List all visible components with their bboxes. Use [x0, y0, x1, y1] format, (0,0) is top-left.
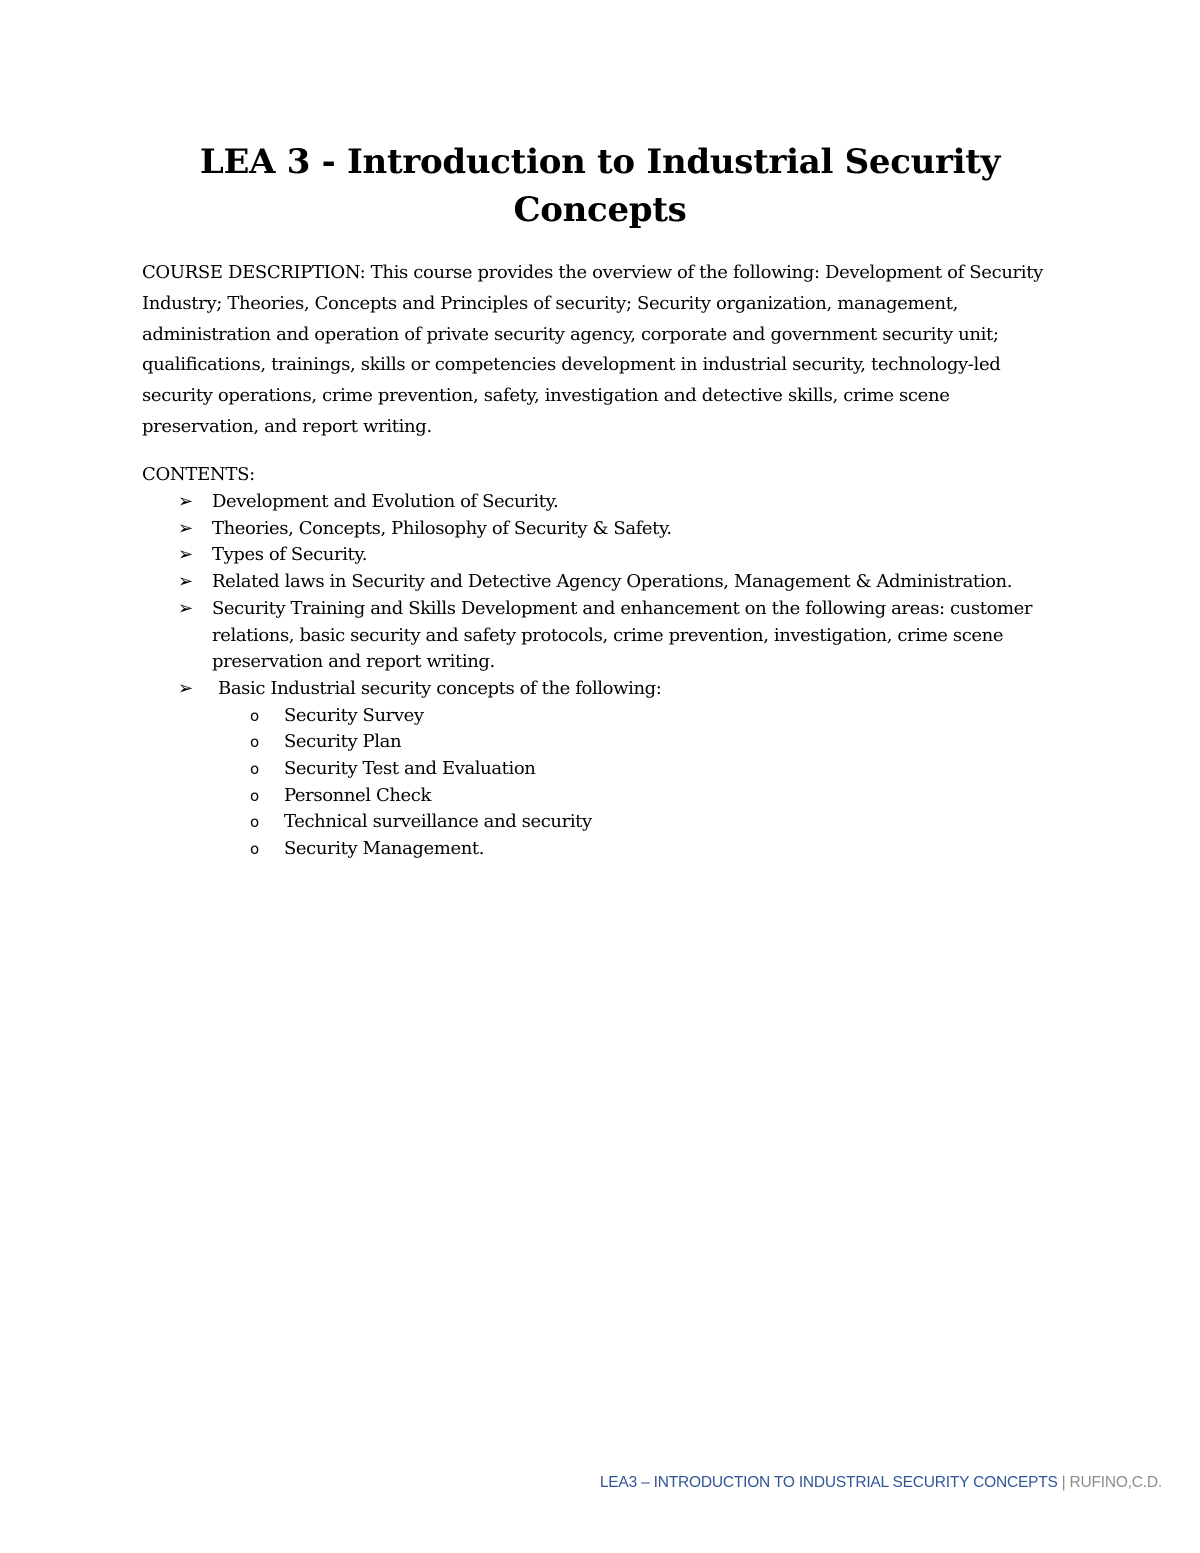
list-item — [142, 569, 1072, 596]
footer-title: LEA3 – INTRODUCTION TO INDUSTRIAL SECURITY CONCEPTS — [599, 1474, 1058, 1491]
sub-list-item-text: Technical surveillance and security — [284, 811, 592, 833]
circle-bullet-icon: o — [250, 813, 259, 832]
page-footer — [600, 1472, 1162, 1494]
circle-bullet-icon: o — [250, 706, 259, 725]
footer-separator: | — [1061, 1474, 1066, 1491]
list-item — [142, 516, 1072, 543]
sub-list — [212, 703, 1072, 863]
contents-list — [142, 489, 1072, 863]
circle-bullet-icon: o — [250, 786, 259, 805]
course-description-label: COURSE DESCRIPTION: — [142, 262, 366, 283]
list-item-text: Development and Evolution of Security. — [212, 491, 559, 512]
sub-list-item-text: Security Management. — [284, 838, 485, 860]
sub-list-item — [212, 809, 1072, 836]
arrow-bullet-icon: ➢ — [178, 544, 193, 566]
list-item-text: Types of Security. — [212, 544, 368, 566]
arrow-bullet-icon: ➢ — [178, 517, 193, 539]
sub-list-item-text: Security Plan — [284, 731, 402, 753]
course-description — [142, 258, 1062, 443]
sub-list-item — [212, 756, 1072, 783]
sub-list-item — [212, 703, 1072, 730]
list-item — [142, 676, 1072, 863]
list-item — [142, 489, 1072, 516]
title-line-1: LEA 3 - Introduction to Industrial Security — [199, 142, 1001, 182]
list-item-text: Related laws in Security and Detective Agency Operations, Management & Administration. — [212, 571, 1013, 593]
page-title — [150, 138, 1050, 234]
contents-heading: CONTENTS: — [142, 464, 255, 485]
circle-bullet-icon: o — [250, 760, 259, 779]
sub-list-item-text: Security Test and Evaluation — [284, 758, 536, 780]
sub-list-item — [212, 729, 1072, 756]
circle-bullet-icon: o — [250, 840, 259, 859]
list-item-text: Theories, Concepts, Philosophy of Security & Safety. — [212, 517, 672, 539]
circle-bullet-icon: o — [250, 733, 259, 752]
sub-list-item — [212, 836, 1072, 863]
course-description-text: This course provides the overview of the following: Development of Security Industry; Theories, Concepts and Principles of security; Security organization, management, administration and operation of private security agency, corporate and government security unit; qualifications, trainings, skills or competencies development in industrial security, technology-led security operations, crime prevention, safety, investigation and detective skills, crime scene preservation, and report writing. — [142, 262, 1043, 437]
list-item — [142, 542, 1072, 569]
arrow-bullet-icon: ➢ — [178, 491, 193, 512]
list-item-text: Security Training and Skills Development and enhancement on the following areas: customer relations, basic security and safety protocols, crime prevention, investigation, crime scene preservation and report writing. — [212, 597, 1033, 673]
arrow-bullet-icon: ➢ — [178, 677, 193, 699]
list-item-text: Basic Industrial security concepts of the following: — [218, 677, 662, 699]
sub-list-item — [212, 783, 1072, 810]
arrow-bullet-icon: ➢ — [178, 571, 193, 593]
sub-list-item-text: Personnel Check — [284, 784, 431, 806]
footer-author: RUFINO,C.D. — [1069, 1474, 1162, 1491]
title-line-2: Concepts — [513, 190, 687, 230]
sub-list-item-text: Security Survey — [284, 704, 424, 726]
list-item — [142, 596, 1072, 676]
arrow-bullet-icon: ➢ — [178, 597, 193, 619]
